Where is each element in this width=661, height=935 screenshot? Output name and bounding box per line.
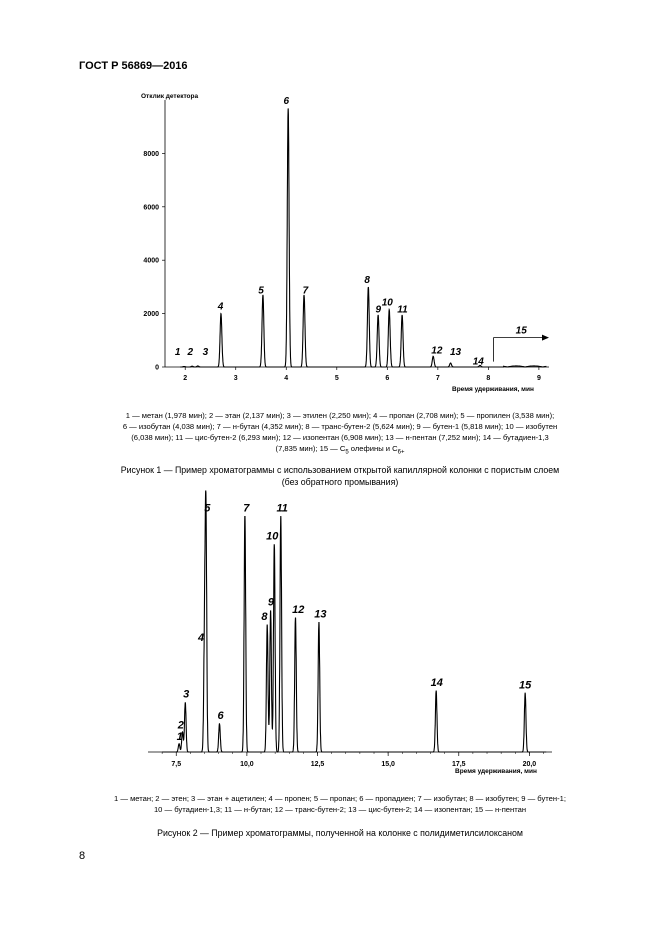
fig2-legend-line: 10 — бутадиен-1,3; 11 — н-бутан; 12 — транс-бутен-2; 13 — цис-бутен-2; 14 — изопентан; 15 — н-пентан xyxy=(153,805,527,814)
fig1-x-tick-label: 3 xyxy=(233,375,238,382)
fig1-peak-label: 10 xyxy=(381,297,393,309)
fig1-peak-label: 4 xyxy=(217,301,224,313)
fig1-peak-label: 2 xyxy=(187,346,194,358)
fig2-peak-label: 14 xyxy=(430,676,443,689)
fig2-x-tick-label: 17,5 xyxy=(451,761,466,768)
fig1-legend-text: олефины и C xyxy=(348,444,398,453)
fig1-y-tick-label: 6000 xyxy=(143,204,159,212)
fig2-peak-label: 11 xyxy=(276,502,288,515)
fig1-y-axis-label: Отклик детектора xyxy=(141,93,199,100)
fig1-legend-text: (7,835 мин); 15 — C xyxy=(275,444,346,453)
fig2-x-tick-label: 15,0 xyxy=(381,761,395,768)
fig1-legend-line: (6,038 мин); 11 — цис-бутен-2 (6,293 мин); 12 — изопентан (6,908 мин); 13 — н-пентан (7,252 мин); 14 — бутадиен-1,3 xyxy=(131,433,549,442)
fig1-x-tick-label: 7 xyxy=(435,375,440,382)
document-header: ГОСТ Р 56869—2016 xyxy=(79,60,188,72)
fig1-x-tick-label: 8 xyxy=(486,375,491,382)
fig1-y-tick-label: 8000 xyxy=(143,150,159,158)
fig2-peak-label: 2 xyxy=(177,719,184,732)
fig2-x-axis-label: Время удерживания, мин xyxy=(455,768,537,775)
fig1-legend-line: 6 — изобутан (4,038 мин); 7 — н-бутан (4,352 мин); 8 — транс-бутен-2 (5,624 мин); 9 — бутен-1 (5,818 мин); 10 — изобутен xyxy=(122,422,558,431)
fig1-peak-label: 13 xyxy=(449,346,462,358)
fig2-peak-label: 12 xyxy=(292,603,305,616)
fig1-legend-sub: 6+ xyxy=(397,449,405,456)
fig1-x-tick-label: 2 xyxy=(183,375,188,382)
fig1-peak-label: 12 xyxy=(431,345,443,357)
fig1-y-tick-label: 2000 xyxy=(143,311,159,319)
fig1-peak-label: 6 xyxy=(283,96,290,108)
fig2-caption-line: Рисунок 2 — Пример хроматограммы, полученной на колонке с полидиметилсилоксаном xyxy=(157,828,523,838)
fig2-peak-label: 7 xyxy=(243,502,250,515)
fig2-legend-line: 1 — метан; 2 — этен; 3 — этан + ацетилен; 4 — пропен; 5 — пропан; 6 — пропадиен; 7 — изобутан; 8 — изобутен; 9 — бутен-1; xyxy=(114,794,566,803)
fig2-caption xyxy=(60,827,620,839)
fig1-y-tick-label: 0 xyxy=(155,364,159,372)
fig2-peak-label: 4 xyxy=(198,632,205,645)
fig1-peak-label: 8 xyxy=(364,274,370,286)
fig1-peak-label: 7 xyxy=(302,285,309,297)
fig1-x-tick-label: 9 xyxy=(536,375,541,382)
fig1-caption-line: (без обратного промывания) xyxy=(281,477,399,487)
fig2-legend xyxy=(70,793,610,815)
fig2-x-tick-label: 7,5 xyxy=(171,761,182,768)
fig2-peak-label: 6 xyxy=(217,709,224,722)
fig1-peak-label: 5 xyxy=(258,285,264,297)
fig2-peak-label: 15 xyxy=(519,679,532,692)
fig1-y-tick-label: 4000 xyxy=(143,257,159,265)
fig1-x-tick-label: 6 xyxy=(385,375,390,382)
fig2-peak-label: 1 xyxy=(176,731,183,744)
fig2-peak-label: 8 xyxy=(261,610,268,623)
fig1-peak-label: 9 xyxy=(375,304,382,316)
fig2-peak-label: 9 xyxy=(267,596,274,609)
fig1-legend-sub: 5 xyxy=(345,449,349,456)
fig2-peak-label: 13 xyxy=(314,608,327,621)
fig1-legend-line: 1 — метан (1,978 мин); 2 — этан (2,137 мин); 3 — этилен (2,250 мин); 4 — пропан (2,708 мин); 5 — пропилен (3,538 мин); xyxy=(125,411,555,420)
fig1-peak-label: 3 xyxy=(202,346,209,358)
fig2-x-tick-label: 12,5 xyxy=(310,761,325,768)
fig1-peak-label: 14 xyxy=(472,356,484,368)
fig1-annotation-label: 15 xyxy=(515,325,527,337)
fig2-x-tick-label: 20,0 xyxy=(522,761,537,768)
fig2-x-tick-label: 10,0 xyxy=(240,761,254,768)
fig1-x-tick-label: 5 xyxy=(334,375,339,382)
fig1-caption-line: Рисунок 1 — Пример хроматограммы с использованием открытой капиллярной колонки с пористым слоем xyxy=(120,465,560,475)
fig2-peak-label: 3 xyxy=(183,688,190,701)
fig1-x-tick-label: 4 xyxy=(284,375,289,382)
fig1-peak-label: 11 xyxy=(397,304,408,316)
page-number: 8 xyxy=(79,850,86,862)
fig2-peak-label: 10 xyxy=(266,530,279,543)
fig1-x-axis-label: Время удерживания, мин xyxy=(452,386,534,393)
fig2-peak-label: 5 xyxy=(204,502,211,515)
fig1-peak-label: 1 xyxy=(174,346,181,358)
